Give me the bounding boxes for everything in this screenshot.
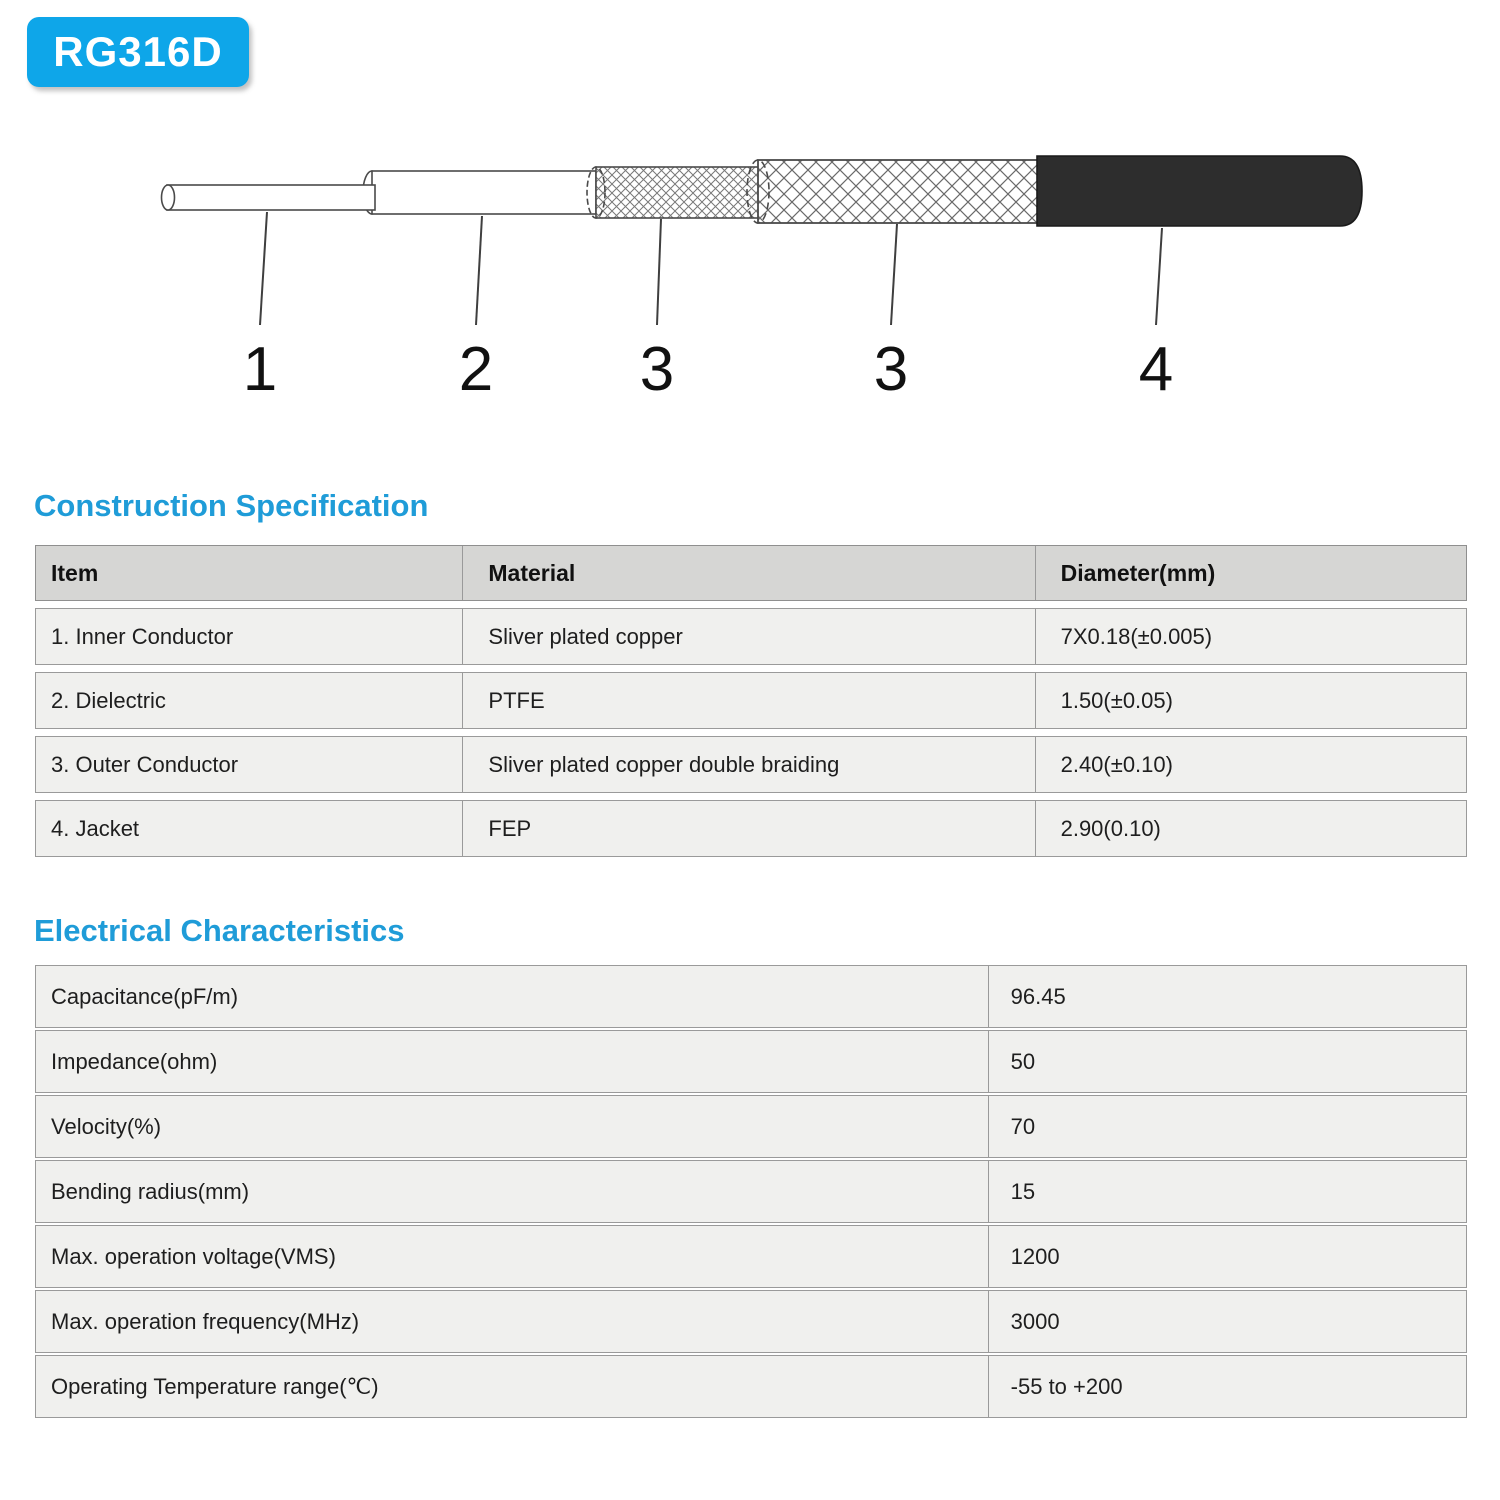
- jacket-segment: [1037, 156, 1362, 226]
- table-cell: PTFE: [462, 673, 1034, 728]
- construction-col-material: Material: [462, 546, 1034, 600]
- cable-diagram: [0, 130, 1500, 420]
- diagram-label-3a: 3: [639, 335, 675, 404]
- table-cell: Operating Temperature range(℃): [51, 1373, 379, 1399]
- product-badge: [27, 17, 249, 87]
- inner-conductor-segment: [162, 185, 376, 210]
- table-cell: FEP: [462, 801, 1034, 856]
- table-cell: 1. Inner Conductor: [51, 623, 234, 649]
- leader-lines: [260, 212, 1162, 325]
- outer-conductor-braid-2-segment: [747, 160, 1040, 223]
- electrical-table: [35, 965, 1467, 1420]
- leader-line-3a: [657, 219, 661, 325]
- table-cell: Max. operation frequency(MHz): [51, 1308, 360, 1334]
- leader-line-4: [1156, 228, 1162, 325]
- table-cell: 1.50(±0.05): [1035, 673, 1466, 728]
- table-row: [35, 1160, 1467, 1223]
- table-row: [35, 736, 1467, 793]
- table-cell: Sliver plated copper double braiding: [462, 737, 1034, 792]
- dielectric-segment: [363, 171, 596, 214]
- table-cell: 7X0.18(±0.005): [1035, 609, 1466, 664]
- table-cell: 96.45: [988, 966, 1466, 1027]
- construction-heading: Construction Specification: [34, 488, 429, 523]
- construction-col-diameter: Diameter(mm): [1035, 546, 1466, 600]
- table-row: [35, 1355, 1467, 1418]
- table-row: [35, 672, 1467, 729]
- outer-conductor-braid-1-segment: [587, 167, 764, 218]
- table-cell: 3. Outer Conductor: [51, 751, 239, 777]
- table-cell: 2.40(±0.10): [1035, 737, 1466, 792]
- table-row: [35, 1095, 1467, 1158]
- diagram-label-4: 4: [1138, 335, 1174, 404]
- construction-table: [35, 545, 1467, 864]
- table-cell: 70: [988, 1096, 1466, 1157]
- table-row: [35, 800, 1467, 857]
- leader-line-1: [260, 212, 267, 325]
- leader-line-3b: [891, 224, 897, 325]
- table-cell: Max. operation voltage(VMS): [51, 1243, 336, 1269]
- table-row: [35, 608, 1467, 665]
- cable-diagram-svg: [0, 130, 1500, 420]
- table-row: [35, 1225, 1467, 1288]
- table-cell: 4. Jacket: [51, 815, 140, 841]
- table-row: [35, 1030, 1467, 1093]
- table-cell: 1200: [988, 1226, 1466, 1287]
- table-cell: Velocity(%): [51, 1113, 162, 1139]
- product-badge-label: RG316D: [53, 28, 223, 75]
- table-cell: 2. Dielectric: [51, 687, 166, 713]
- leader-line-2: [476, 216, 482, 325]
- table-cell: 2.90(0.10): [1035, 801, 1466, 856]
- table-cell: Sliver plated copper: [462, 609, 1034, 664]
- diagram-label-2: 2: [458, 335, 494, 404]
- diagram-label-1: 1: [242, 335, 278, 404]
- diagram-labels: [243, 335, 1173, 404]
- table-row: [35, 965, 1467, 1028]
- table-cell: 15: [988, 1161, 1466, 1222]
- table-cell: Bending radius(mm): [51, 1178, 250, 1204]
- table-cell: -55 to +200: [988, 1356, 1466, 1417]
- table-row: [35, 1290, 1467, 1353]
- construction-col-item: Item: [51, 559, 99, 586]
- table-cell: 3000: [988, 1291, 1466, 1352]
- electrical-heading: Electrical Characteristics: [34, 913, 405, 948]
- table-cell: Impedance(ohm): [51, 1048, 218, 1074]
- diagram-label-3b: 3: [873, 335, 909, 404]
- construction-header-row: [35, 545, 1467, 601]
- table-cell: Capacitance(pF/m): [51, 983, 239, 1009]
- table-cell: 50: [988, 1031, 1466, 1092]
